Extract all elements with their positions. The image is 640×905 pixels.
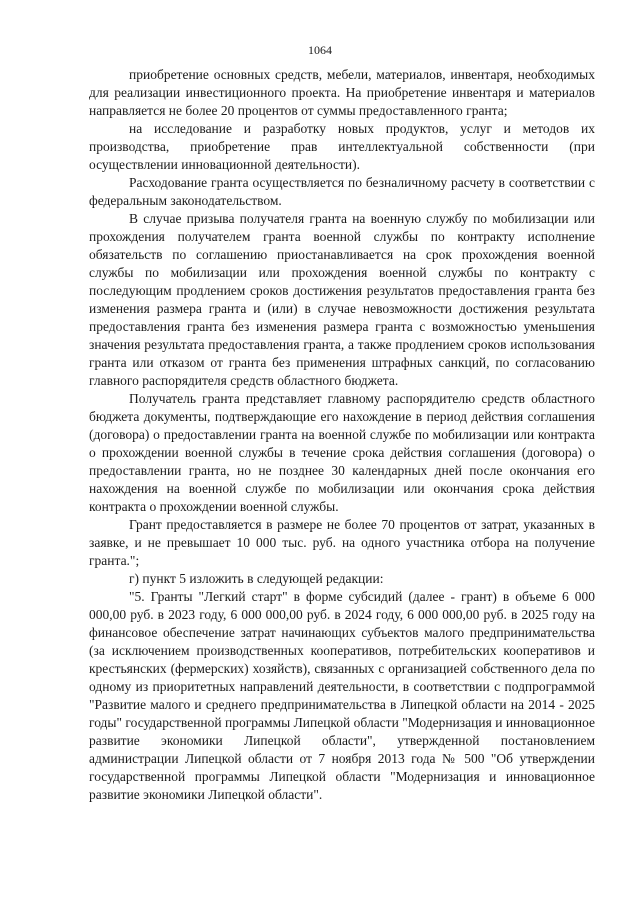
document-body bbox=[89, 66, 595, 804]
paragraph: приобретение основных средств, мебели, материалов, инвентаря, необходимых для реализации инвестиционного проекта. На приобретение инвентаря и материалов направляется не более 20 процентов от суммы предоставленного гранта; bbox=[89, 67, 595, 118]
paragraph: г) пункт 5 изложить в следующей редакции: bbox=[129, 571, 384, 586]
paragraph: на исследование и разработку новых продуктов, услуг и методов их производства, приобретение прав интеллектуальной собственности (при осуществлении инновационной деятельности). bbox=[89, 121, 595, 172]
paragraph: В случае призыва получателя гранта на военную службу по мобилизации или прохождения получателем гранта военной службы по контракту исполнение обязательств по соглашению приостанавливается на срок прохождения военной службы по мобилизации или прохождения военной службы по контракту с последующим продлением сроков достижения результатов предоставления гранта без изменения размера гранта и (или) в случае невозможности достижения результата предоставления гранта без изменения размера гранта с возможностью уменьшения значения результата предоставления гранта, а также продлением сроков использования гранта или отказом от гранта без применения штрафных санкций, по согласованию главного распорядителя средств областного бюджета. bbox=[89, 211, 595, 388]
paragraph: Грант предоставляется в размере не более 70 процентов от затрат, указанных в заявке, и не превышает 10 000 тыс. руб. на одного участника отбора на получение гранта."; bbox=[89, 517, 595, 568]
paragraph: "5. Гранты "Легкий старт" в форме субсидий (далее - грант) в объеме 6 000 000,00 руб. в 2023 году, 6 000 000,00 руб. в 2024 году, 6 000 000,00 руб. в 2025 году на финансовое обеспечение затрат начинающих субъектов малого предпринимательства (за исключением производственных кооперативов, потребительских кооперативов и крестьянских (фермерских) хозяйств), связанных с организацией собственного дела по одному из приоритетных направлений деятельности, в соответствии с подпрограммой "Развитие малого и среднего предпринимательства в Липецкой области на 2014 - 2025 годы" государственной программы Липецкой области "Модернизация и инновационное развитие экономики Липецкой области", утвержденной постановлением администрации Липецкой области от 7 ноября 2013 года № 500 "Об утверждении государственной программы Липецкой области "Модернизация и инновационное развитие экономики Липецкой области". bbox=[89, 589, 595, 802]
page-number: 1064 bbox=[308, 43, 332, 57]
paragraph: Расходование гранта осуществляется по безналичному расчету в соответствии с федеральным законодательством. bbox=[89, 175, 595, 208]
paragraph: Получатель гранта представляет главному распорядителю средств областного бюджета документы, подтверждающие его нахождение в период действия соглашения (договора) о предоставлении гранта на военной службе по мобилизации или контракта о прохождении военной службы в течение срока действия соглашения (договора) о предоставлении гранта, но не позднее 30 календарных дней после окончания его нахождения на военной службе по мобилизации или окончания срока действия контракта о прохождении военной службы. bbox=[89, 391, 595, 514]
